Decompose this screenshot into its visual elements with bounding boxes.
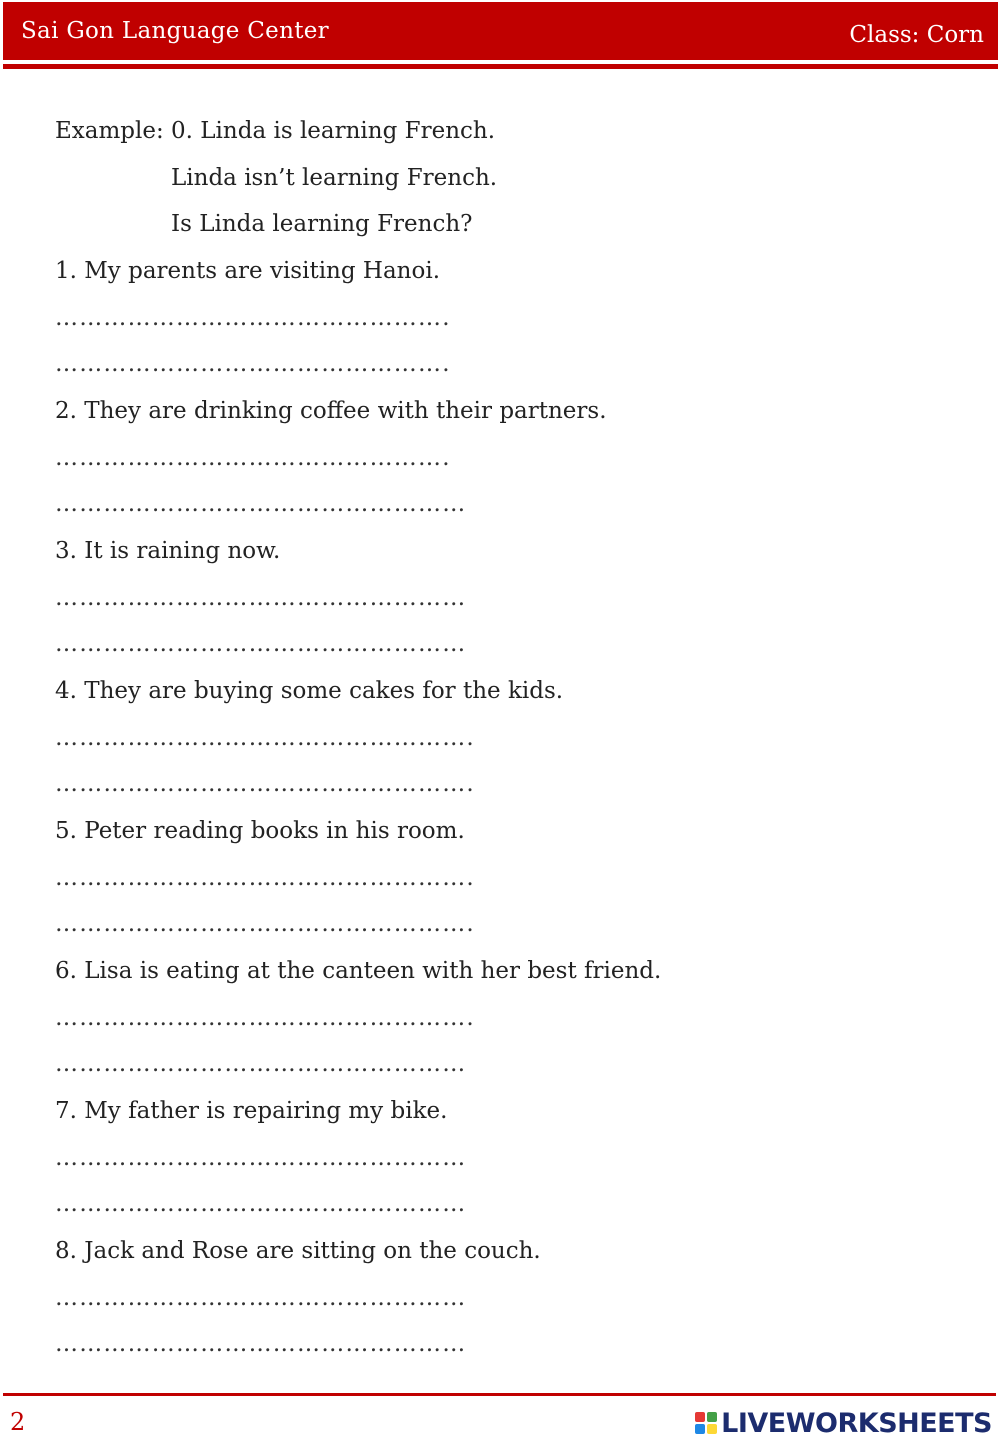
exercise-prompt: 5. Peter reading books in his room. xyxy=(55,818,465,844)
answer-blank-negative[interactable]: …………………………………………… xyxy=(55,1145,467,1171)
header-divider xyxy=(3,64,998,69)
answer-blank-question[interactable]: …………………………………………… xyxy=(55,491,467,517)
exercise-prompt: 8. Jack and Rose are sitting on the couch. xyxy=(55,1238,541,1264)
exercise-prompt: 7. My father is repairing my bike. xyxy=(55,1098,448,1124)
answer-blank-question[interactable]: ……………………………………………. xyxy=(55,911,475,937)
liveworksheets-logo xyxy=(695,1407,992,1439)
logo-text: LIVEWORKSHEETS xyxy=(721,1407,992,1439)
page-header xyxy=(3,2,998,60)
example-sentence: Example: 0. Linda is learning French. xyxy=(55,118,496,144)
logo-grid-icon xyxy=(695,1412,717,1434)
class-label: Class: Corn xyxy=(849,22,984,48)
exercise-prompt: 6. Lisa is eating at the canteen with her best friend. xyxy=(55,958,662,984)
answer-blank-negative[interactable]: ……………………………………………. xyxy=(55,1005,475,1031)
exercise-prompt: 3. It is raining now. xyxy=(55,538,281,564)
answer-blank-negative[interactable]: …………………………………………… xyxy=(55,1285,467,1311)
answer-blank-negative[interactable]: …………………………………………… xyxy=(55,585,467,611)
answer-blank-question[interactable]: ……………………………………………. xyxy=(55,771,475,797)
answer-blank-negative[interactable]: …………………………………………. xyxy=(55,445,451,471)
answer-blank-negative[interactable]: ……………………………………………. xyxy=(55,725,475,751)
exercise-prompt: 1. My parents are visiting Hanoi. xyxy=(55,258,441,284)
example-question: Is Linda learning French? xyxy=(171,211,473,237)
answer-blank-question[interactable]: …………………………………………… xyxy=(55,1191,467,1217)
answer-blank-question[interactable]: …………………………………………… xyxy=(55,631,467,657)
exercise-prompt: 4. They are buying some cakes for the kids. xyxy=(55,678,564,704)
center-name: Sai Gon Language Center xyxy=(21,18,329,44)
answer-blank-question[interactable]: …………………………………………… xyxy=(55,1331,467,1357)
footer-divider xyxy=(3,1393,996,1396)
answer-blank-question[interactable]: …………………………………………. xyxy=(55,351,451,377)
exercise-prompt: 2. They are drinking coffee with their partners. xyxy=(55,398,607,424)
answer-blank-question[interactable]: …………………………………………… xyxy=(55,1051,467,1077)
example-negative: Linda isn’t learning French. xyxy=(171,165,498,191)
answer-blank-negative[interactable]: …………………………………………. xyxy=(55,305,451,331)
answer-blank-negative[interactable]: ……………………………………………. xyxy=(55,865,475,891)
page-number: 2 xyxy=(10,1408,26,1436)
